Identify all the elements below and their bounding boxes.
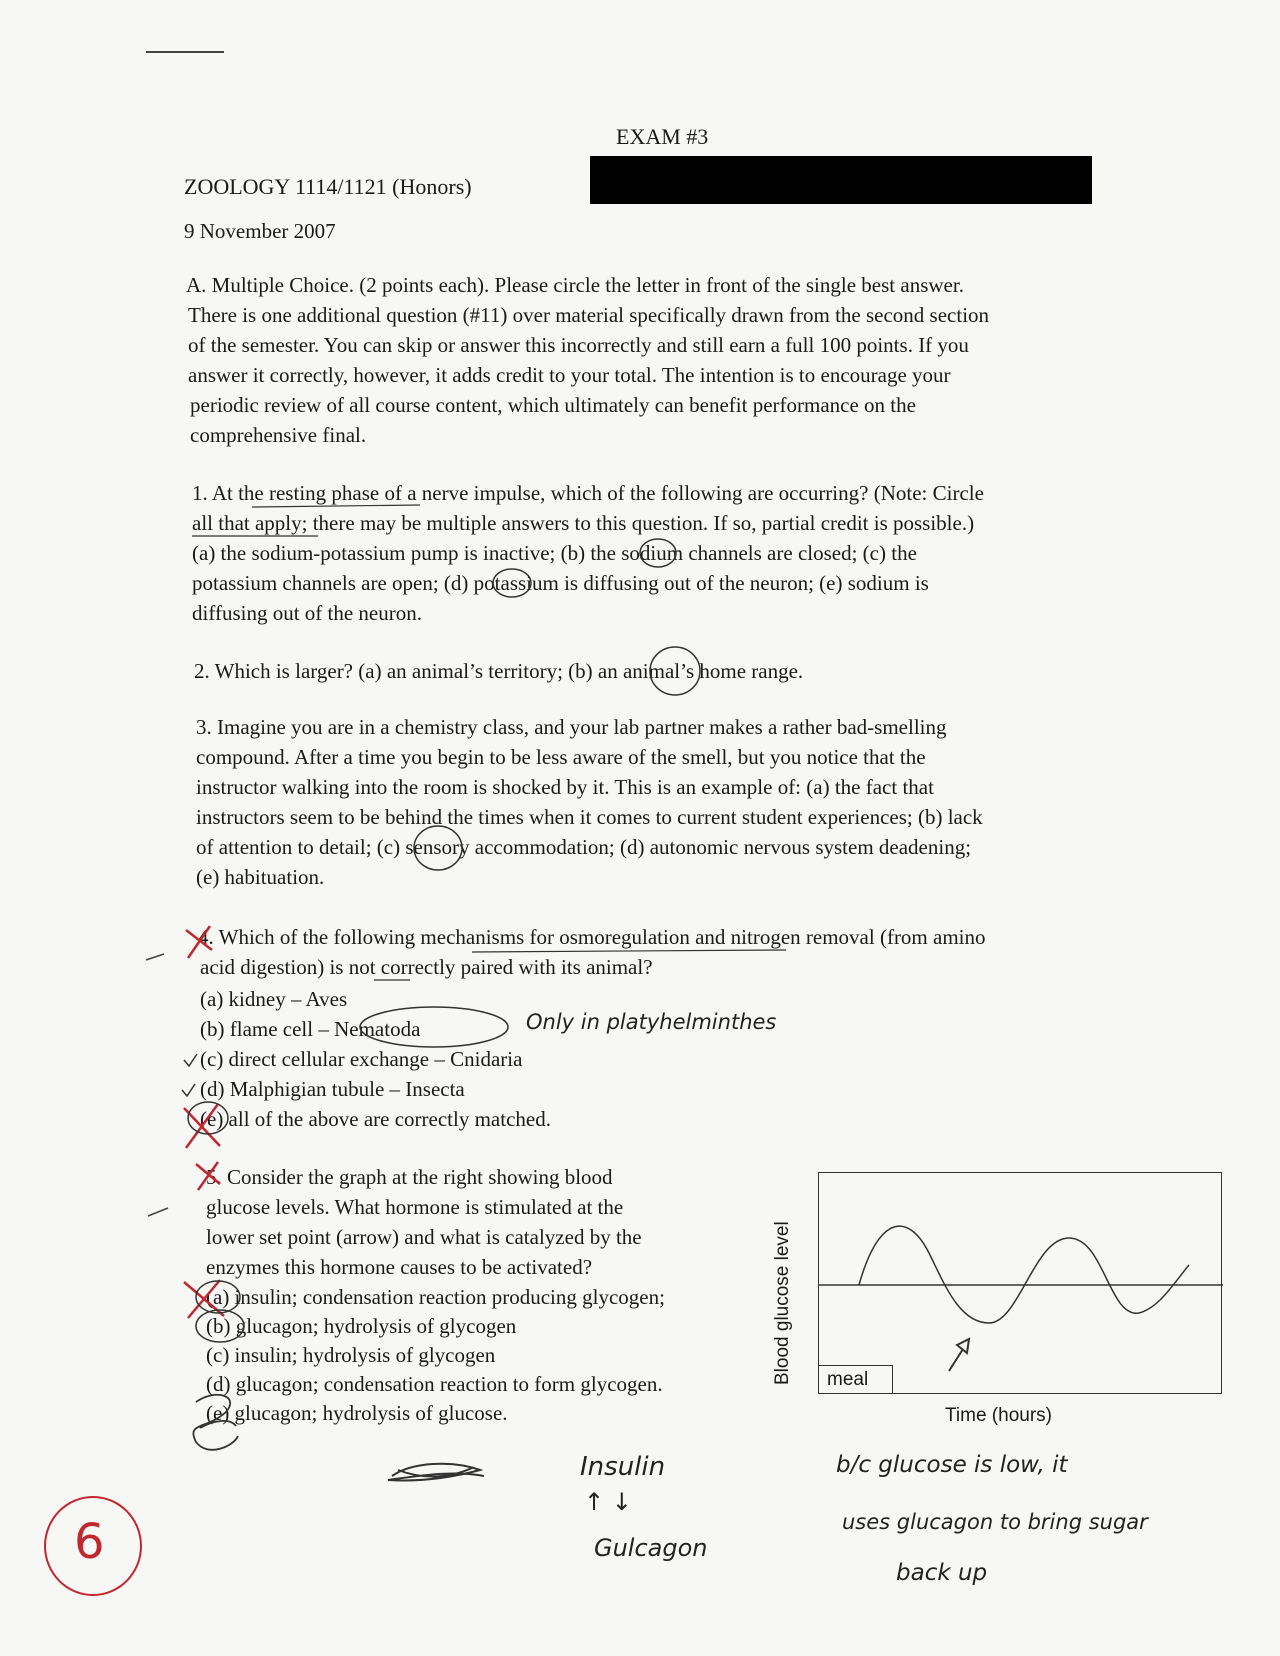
margin-tick-mark [146, 954, 164, 960]
check-mark [182, 1084, 195, 1096]
check-mark [184, 1054, 197, 1066]
q1-line: all that apply; there may be multiple answers to this question. If so, partial credit is possible.) [192, 511, 975, 535]
q5-stem-line: lower set point (arrow) and what is catalyzed by the [206, 1225, 642, 1249]
circle-mark-q3-c [414, 826, 462, 870]
q4-option: (c) direct cellular exchange – Cnidaria [200, 1047, 523, 1071]
handwritten-insulin: Insulin [580, 1452, 666, 1482]
handwritten-explanation-line: uses glucagon to bring sugar [842, 1510, 1148, 1534]
instruction-line: answer it correctly, however, it adds credit to your total. The intention is to encourage your [188, 363, 951, 387]
q3-line: instructors seem to be behind the times when it comes to current student experiences; (b) lack [196, 805, 983, 829]
chart-y-axis-label: Blood glucose level [772, 1221, 793, 1385]
instruction-line: A. Multiple Choice. (2 points each). Please circle the letter in front of the single best answer. [186, 273, 964, 297]
instruction-line: There is one additional question (#11) over material specifically drawn from the second section [188, 303, 990, 327]
handwritten-glucagon: Gulcagon [594, 1534, 708, 1562]
q5-stem-line: glucose levels. What hormone is stimulated at the [206, 1195, 624, 1219]
red-x-mark [196, 1162, 220, 1190]
handwritten-arrows: ↑ ↓ [584, 1488, 632, 1516]
exam-date: 9 November 2007 [184, 219, 336, 243]
q4-option: (a) kidney – Aves [200, 987, 348, 1011]
q3-line: 3. Imagine you are in a chemistry class, and your lab partner makes a rather bad-smelling [196, 715, 947, 739]
q1-line: potassium channels are open; (d) potassium is diffusing out of the neuron; (e) sodium is [192, 571, 929, 595]
q4-handwritten-note: Only in platyhelminthes [526, 1010, 777, 1034]
q4-stem-line: acid digestion) is not correctly paired with its animal? [200, 955, 653, 979]
q5-option: (b) glucagon; hydrolysis of glycogen [206, 1314, 517, 1338]
q4-stem-line: 4. Which of the following mechanisms for osmoregulation and nitrogen removal (from amino [198, 925, 986, 949]
red-x-mark [186, 926, 212, 958]
q3-line: (e) habituation. [196, 865, 325, 889]
q3-line: instructor walking into the room is shocked by it. This is an example of: (a) the fact that [196, 775, 934, 799]
course-title: ZOOLOGY 1114/1121 (Honors) [184, 174, 472, 199]
circle-mark-q1-b [640, 539, 676, 567]
q4-option: (b) flame cell – Nematoda [200, 1017, 421, 1041]
q5-stem-line: enzymes this hormone causes to be activated? [206, 1255, 593, 1279]
instruction-line: periodic review of all course content, which ultimately can benefit performance on the [190, 393, 916, 417]
meal-label: meal [819, 1365, 893, 1393]
score-value: 6 [74, 1514, 105, 1570]
underline-mark [252, 505, 420, 507]
q5-option: (d) glucagon; condensation reaction to form glycogen. [206, 1372, 663, 1396]
circle-mark-q4-b [360, 1007, 508, 1047]
q5-option: (c) insulin; hydrolysis of glycogen [206, 1343, 496, 1367]
underline-mark [472, 950, 786, 952]
scribble-mark-q5-e [193, 1395, 238, 1450]
circle-mark-q5-b [196, 1310, 244, 1342]
instruction-line: comprehensive final. [190, 423, 367, 447]
q5-option: (a) insulin; condensation reaction producing glycogen; [206, 1285, 665, 1309]
q4-option: (d) Malphigian tubule – Insecta [200, 1077, 465, 1101]
circle-mark-q2-b [650, 647, 700, 695]
chart-x-axis-label: Time (hours) [945, 1405, 1052, 1426]
instruction-line: of the semester. You can skip or answer this incorrectly and still earn a full 100 points. If you [188, 333, 969, 357]
margin-tick-mark [148, 1208, 168, 1216]
q1-line: diffusing out of the neuron. [192, 601, 422, 625]
exam-title: EXAM #3 [616, 124, 709, 149]
circle-mark-q1-d [493, 569, 531, 597]
handwritten-explanation-line: b/c glucose is low, it [836, 1452, 1068, 1478]
q1-line: (a) the sodium-potassium pump is inactive; (b) the sodium channels are closed; (c) the [192, 541, 917, 565]
crossed-out-scribble [388, 1464, 484, 1481]
q5-option: (e) glucagon; hydrolysis of glucose. [206, 1401, 508, 1425]
q1-line: 1. At the resting phase of a nerve impulse, which of the following are occurring? (Note: Circle [192, 481, 984, 505]
q3-line: compound. After a time you begin to be less aware of the smell, but you notice that the [196, 745, 926, 769]
q3-line: of attention to detail; (c) sensory accommodation; (d) autonomic nervous system deadening; [196, 835, 972, 859]
q2-text: 2. Which is larger? (a) an animal’s territory; (b) an animal’s home range. [194, 659, 804, 683]
q5-stem-line: 5. Consider the graph at the right showing blood [206, 1165, 613, 1189]
handwritten-explanation-line: back up [896, 1560, 988, 1586]
q4-option: (e) all of the above are correctly matched. [200, 1107, 551, 1131]
